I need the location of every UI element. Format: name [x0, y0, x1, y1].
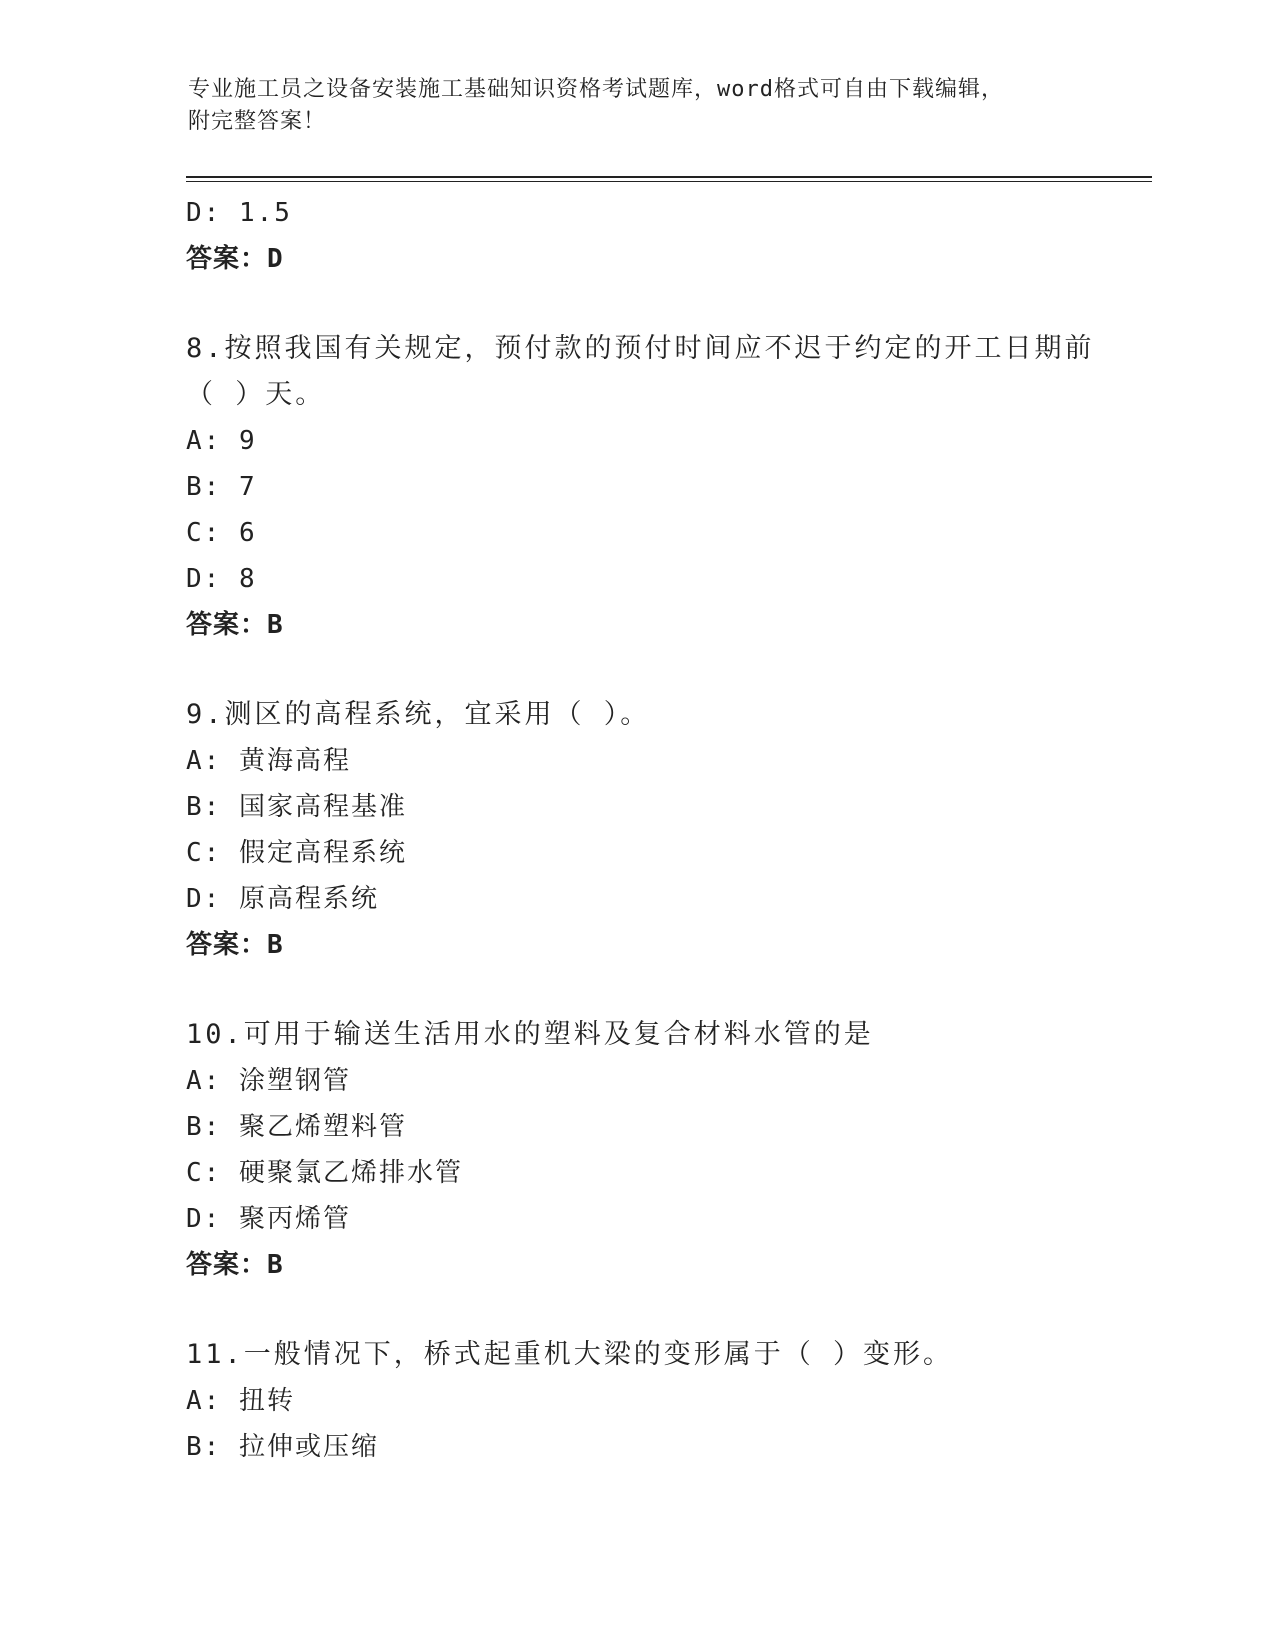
option-c: C: 硬聚氯乙烯排水管: [186, 1158, 463, 1188]
document-header: [188, 74, 1088, 138]
header-divider-thin: [186, 181, 1152, 182]
option-d-prev: D: 1.5: [186, 198, 292, 228]
question-8-text-cont: （ ）天。: [186, 379, 326, 410]
option-b: B: 拉伸或压缩: [186, 1432, 379, 1462]
question-list: [186, 190, 1136, 1470]
answer: 答案：B: [186, 610, 284, 640]
option-a: A: 黄海高程: [186, 746, 351, 776]
question-10-text: 10.可用于输送生活用水的塑料及复合材料水管的是: [186, 1019, 874, 1050]
option-b: B: 聚乙烯塑料管: [186, 1112, 407, 1142]
option-b: B: 7: [186, 472, 257, 502]
option-a: A: 扭转: [186, 1386, 295, 1416]
option-b: B: 国家高程基准: [186, 792, 407, 822]
answer-prev: 答案：D: [186, 244, 284, 274]
header-line-2: 附完整答案！: [188, 109, 327, 134]
question-9-text: 9.测区的高程系统，宜采用（ ）。: [186, 699, 651, 730]
option-c: C: 6: [186, 518, 257, 548]
question-10: [186, 1012, 1136, 1288]
option-d: D: 8: [186, 564, 257, 594]
option-a: A: 9: [186, 426, 257, 456]
header-divider: [186, 176, 1152, 178]
option-c: C: 假定高程系统: [186, 838, 407, 868]
header-line-1: 专业施工员之设备安装施工基础知识资格考试题库，word格式可自由下载编辑，: [188, 77, 1004, 102]
question-9: [186, 692, 1136, 968]
option-d: D: 聚丙烯管: [186, 1204, 351, 1234]
question-11-text: 11.一般情况下，桥式起重机大梁的变形属于（ ）变形。: [186, 1339, 954, 1370]
answer: 答案：B: [186, 1250, 284, 1280]
option-a: A: 涂塑钢管: [186, 1066, 351, 1096]
answer: 答案：B: [186, 930, 284, 960]
option-d: D: 原高程系统: [186, 884, 379, 914]
question-11: [186, 1332, 1136, 1470]
question-8: [186, 326, 1136, 648]
question-8-text: 8.按照我国有关规定，预付款的预付时间应不迟于约定的开工日期前: [186, 333, 1095, 364]
